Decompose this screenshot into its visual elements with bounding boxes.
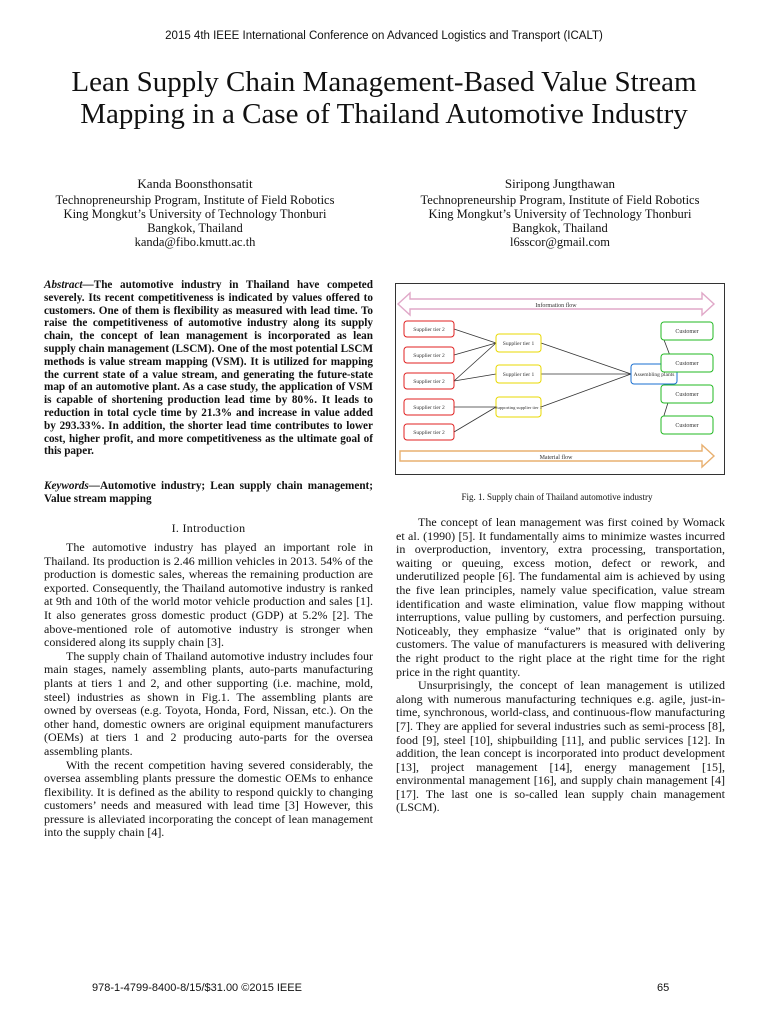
supply-chain-diagram: [396, 284, 724, 474]
tier2-label: Supplier tier 2: [413, 430, 445, 436]
right-column: [396, 516, 725, 815]
author-program: Technopreneurship Program, Institute of Field Robotics: [420, 193, 700, 207]
tier1-label: Supplier tier 1: [502, 372, 535, 378]
keywords-text: Automotive industry; Lean supply chain management; Value stream mapping: [44, 480, 373, 505]
abstract-text: The automotive industry in Thailand have competed severely. Its recent competitiveness is indicated by values offered to customers. One of them is flexibility as measured with lead time. To raise the competitiveness of automotive industry along its supply chain, the concept of lean management is incorporated as lean supply chain management (LSCM). One of the most potential LSCM methods is value stream mapping (VSM). It is utilized for mapping the current state of a value stream, and generating the future-state map of an automotive plant. As a case study, the application of VSM is capable of shortening production lead time by 80%. It leads to reduction in total cycle time by 21.3% and increase in value added by 293.33%. In addition, the shorter lead time contributes to lower cost, higher profit, and more competitiveness as the ultimate goal of this paper.: [44, 279, 373, 458]
intro-column: [44, 541, 373, 840]
footer-isbn: 978-1-4799-8400-8/15/$31.00 ©2015 IEEE: [92, 982, 302, 994]
information-flow-arrow: [398, 293, 714, 315]
author-program: Technopreneurship Program, Institute of Field Robotics: [55, 193, 335, 207]
paragraph: The automotive industry has played an important role in Thailand. Its production is 2.46 million vehicles in 2013. 54% of the production is domestic sales, whereas the remaining production are exported. Consequently, the Thailand automotive industry is ranked at 9th and 10th of the world motor vehicle production and sales [1]. It also generates gross domestic product (GDP) at 5.2% [2]. The above-mentioned role of automotive industry is stronger when considered along its supply chain [3].: [44, 540, 373, 650]
author-city: Bangkok, Thailand: [512, 221, 608, 235]
author-email: l6sscor@gmail.com: [509, 235, 611, 249]
tier2-boxes: [404, 321, 454, 440]
customer-label: Customer: [675, 392, 699, 398]
keywords: [44, 480, 373, 506]
author-university: King Mongkut’s University of Technology Thonburi: [428, 207, 692, 221]
conference-header: 2015 4th IEEE International Conference on Advanced Logistics and Transport (ICALT): [165, 30, 603, 42]
tier2-label: Supplier tier 2: [413, 379, 445, 385]
author-university: King Mongkut’s University of Technology Thonburi: [63, 207, 327, 221]
author-block-1: [30, 177, 360, 249]
figure-caption: Fig. 1. Supply chain of Thailand automotive industry: [461, 492, 653, 502]
author-email: kanda@fibo.kmutt.ac.th: [134, 235, 256, 249]
abstract: [44, 279, 373, 458]
author-block-2: [395, 177, 725, 249]
abstract-label: Abstract—: [44, 279, 94, 291]
author-name: Siripong Jungthawan: [504, 176, 616, 191]
figure-supply-chain: [395, 283, 725, 475]
tier2-label: Supplier tier 2: [413, 405, 445, 411]
tier1-label: Supplier tier 1: [502, 341, 535, 347]
information-flow-label: Information flow: [535, 303, 577, 309]
paper-title: Lean Supply Chain Management-Based Value Stream Mapping in a Case of Thailand Automotive Industry: [71, 66, 697, 130]
material-flow-label: Material flow: [539, 455, 573, 461]
paragraph: Unsurprisingly, the concept of lean management is utilized along with numerous manufacturing techniques e.g. agile, just-in-time, synchronous, world-class, and continuous-flow manufacturing [7]. They are applied for several industries such as semi-process [8], food [9], steel [10], shipbuilding [11], and public services [12]. In addition, the lean concept is incorporated into product development [13], project management [14], energy management [15], environmental management [16], and supply chain management [4][17]. The last one is so-called lean supply chain management (LSCM).: [396, 678, 725, 815]
tier2-label: Supplier tier 2: [413, 327, 445, 333]
section-heading: I. Introduction: [171, 521, 246, 535]
customer-label: Customer: [675, 361, 699, 367]
tier1-boxes: [495, 334, 543, 417]
author-name: Kanda Boonsthonsatit: [137, 176, 253, 191]
author-city: Bangkok, Thailand: [147, 221, 243, 235]
customer-label: Customer: [675, 329, 699, 335]
keywords-label: Keywords—: [44, 480, 100, 492]
page-number: 65: [657, 982, 670, 994]
paragraph: The supply chain of Thailand automotive industry includes four main stages, namely assembling plants, auto-parts manufacturing plants at tiers 1 and 2, and other supporting (i.e. machine, mold, steel) industries as shown in Fig.1. The assembling plants are owned by overseas (e.g. Toyota, Honda, Ford, Nissan, etc.). On the other hand, domestic owners are original equipment manufacturers (OEMs) at tiers 1 and 2 producing auto-parts for the oversea assembling plants.: [44, 648, 373, 758]
paragraph: With the recent competition having severed considerably, the oversea assembling plants pressure the domestic OEMs to enhance flexibility. It is defined as the ability to respond quickly to changing customers’ needs and measured with lead time [3] However, this pressure is alleviated incorporating the concept of lean management into the supply chain [4].: [44, 757, 373, 840]
material-flow-arrow: [400, 445, 714, 467]
tier1-label: Supporting supplier tier 1: [494, 405, 543, 410]
tier2-label: Supplier tier 2: [413, 353, 445, 359]
customer-label: Customer: [675, 423, 699, 429]
paragraph: The concept of lean management was first coined by Womack et al. (1990) [5]. It fundamentally aims to minimize wastes incurred in overproduction, inventory, extra processing, transportation, waiting or queuing, excess motion, defect or rework, and underutilized people [6]. The fundamental aim is achieved by using the five lean principles, namely value specification, value stream identification and waste elimination, value flow mapping without interruptions, value pulling by customers, and perfection pursuing. Noticeably, they emphasize “value” that is originated only by customers. The value of manufacturers is measured with delivering the right product to the right place at the right time for the right price in the right quantity.: [396, 515, 725, 679]
assembly-label: Assembling plants: [633, 372, 675, 378]
